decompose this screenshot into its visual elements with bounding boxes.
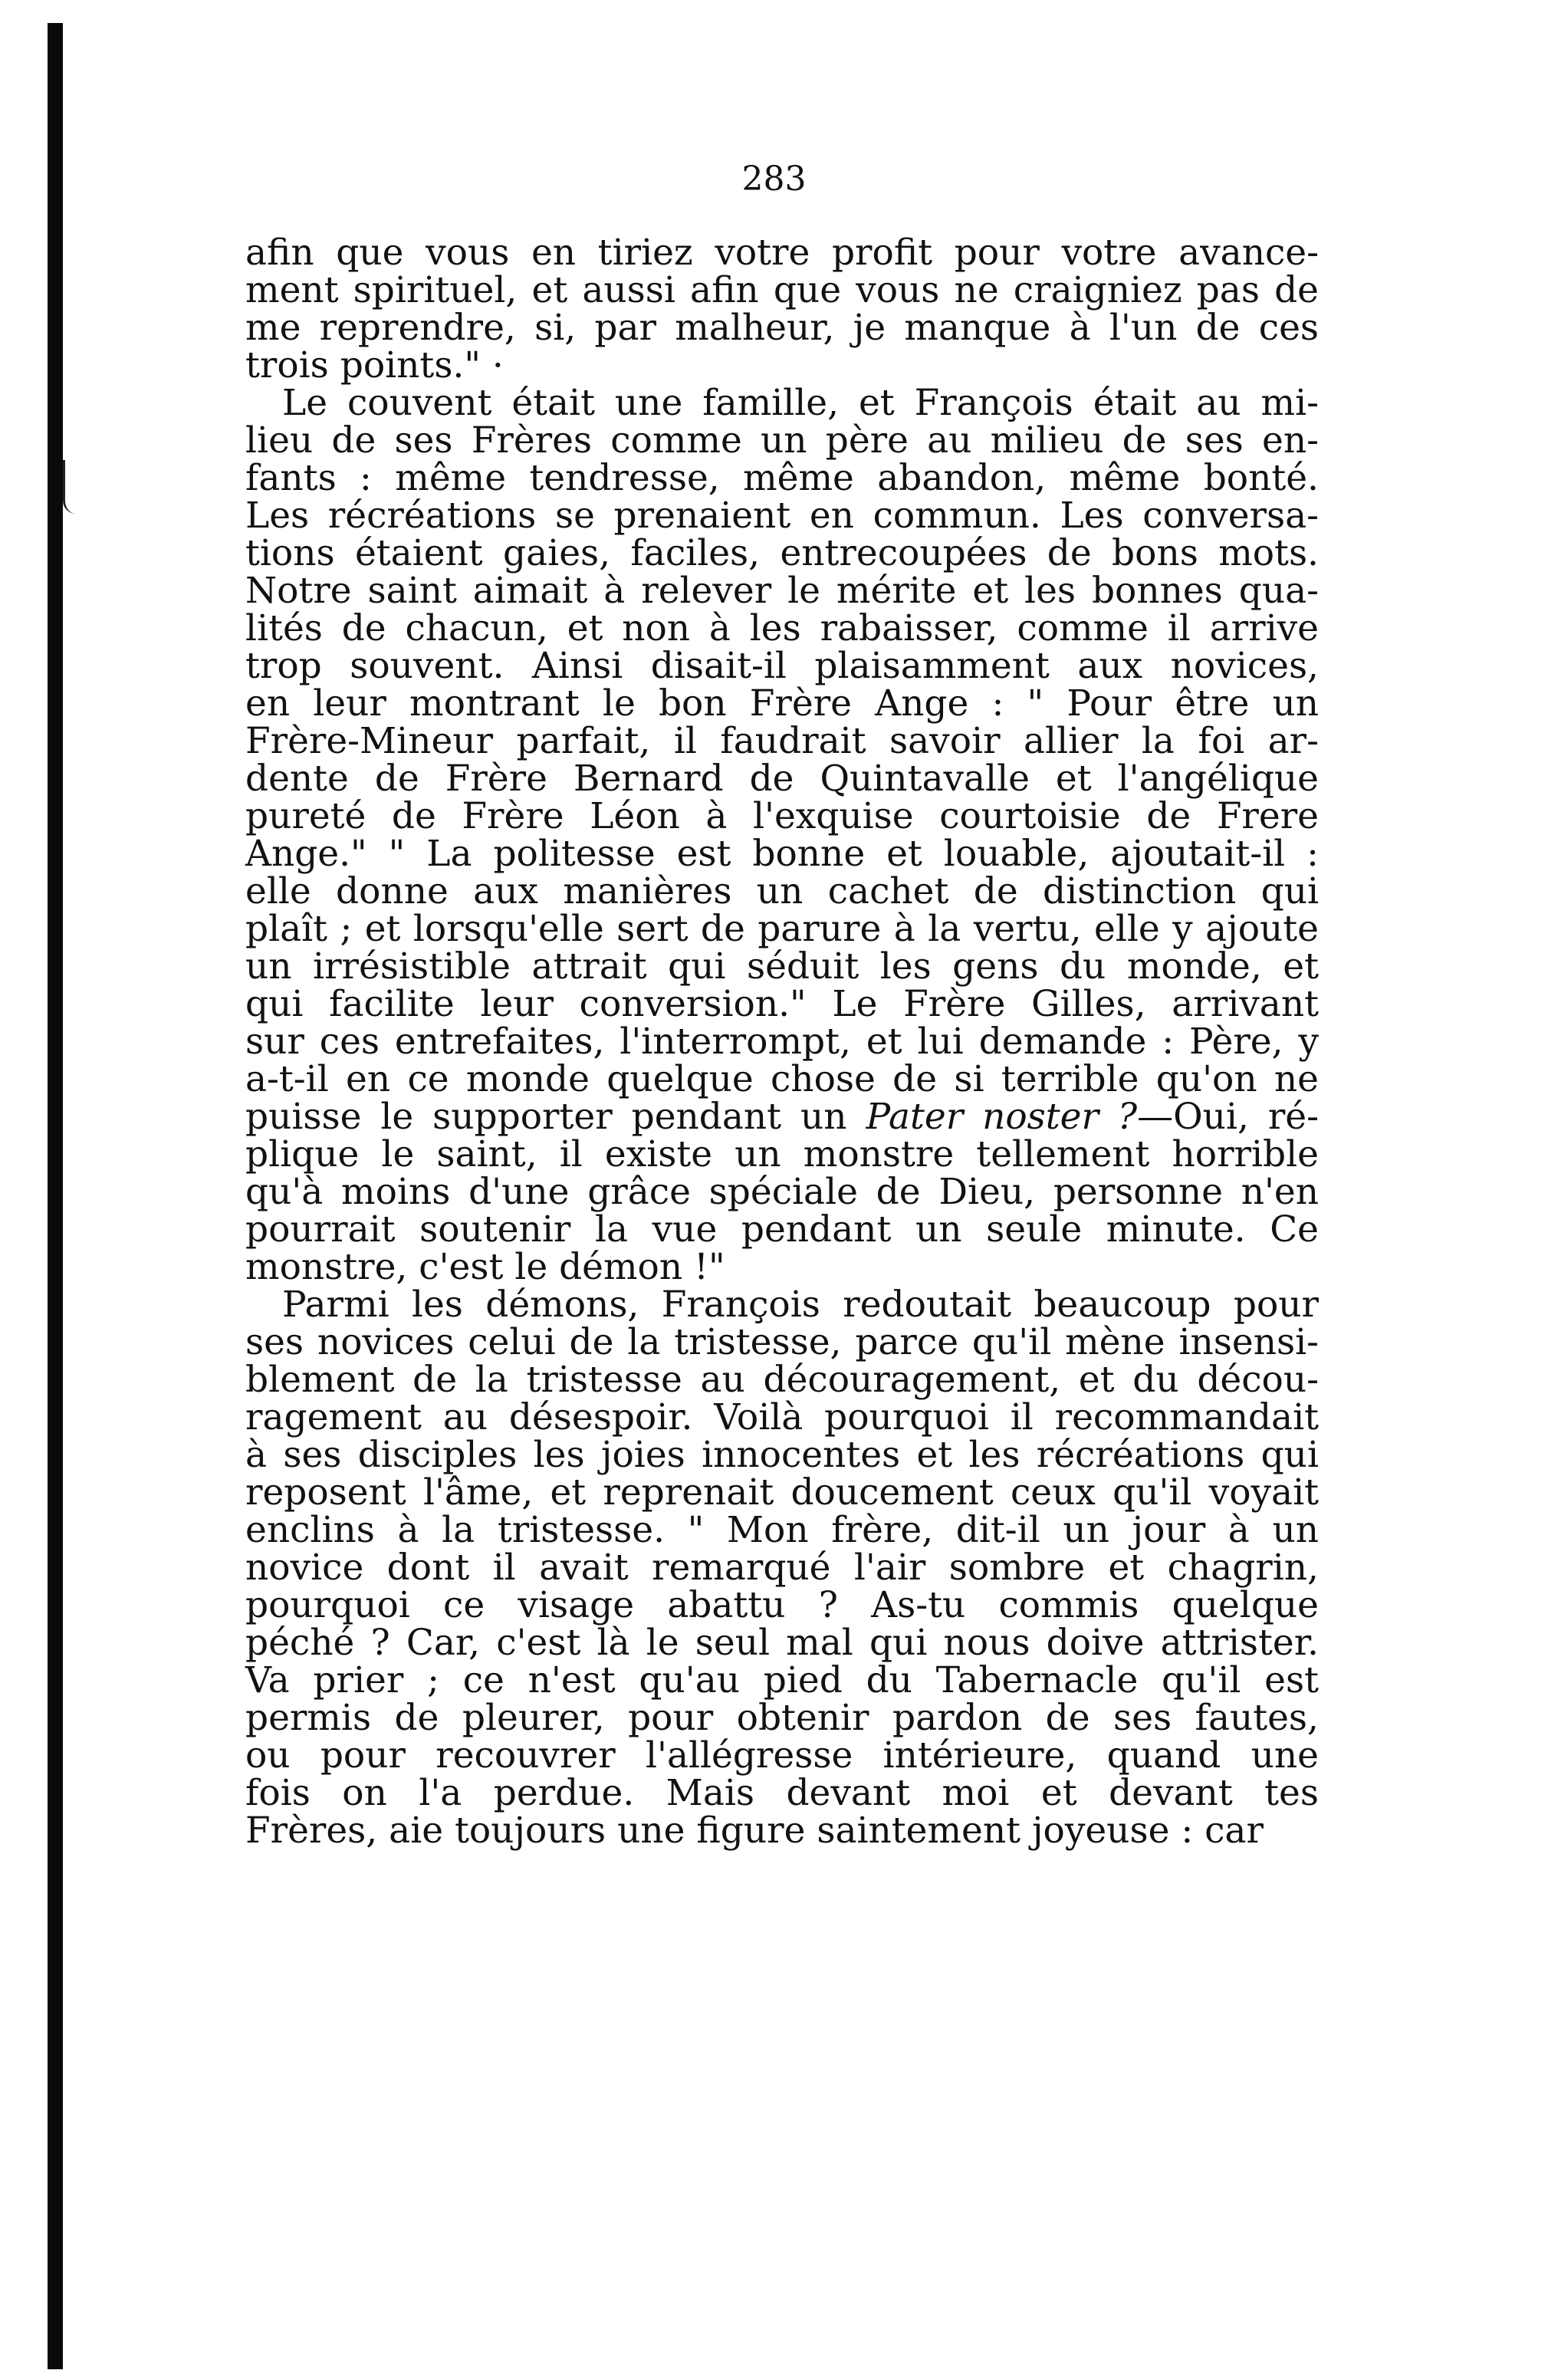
text-line: dente de Frère Bernard de Quintavalle et l'angélique (245, 758, 1319, 800)
text-line: péché ? Car, c'est là le seul mal qui nous doive attrister. (245, 1622, 1319, 1664)
text-line: fants : même tendresse, même abandon, même bonté. (245, 457, 1319, 499)
text-line: sur ces entrefaites, l'interrompt, et lui demande : Père, y (245, 1021, 1319, 1063)
text-line: Notre saint aimait à relever le mérite et les bonnes qua- (245, 570, 1319, 612)
text-line: Frère-Mineur parfait, il faudrait savoir allier la foi ar- (245, 720, 1319, 762)
text-line: Va prier ; ce n'est qu'au pied du Tabernacle qu'il est (245, 1659, 1319, 1701)
text-line: pourrait soutenir la vue pendant un seule minute. Ce (245, 1208, 1319, 1251)
text-line: reposent l'âme, et reprenait doucement ceux qu'il voyait (245, 1471, 1319, 1514)
text-line: ment spirituel, et aussi afin que vous ne craigniez pas de (245, 269, 1319, 311)
text-line: enclins à la tristesse. " Mon frère, dit-il un jour à un (245, 1509, 1319, 1551)
text-line: qu'à moins d'une grâce spéciale de Dieu, personne n'en (245, 1171, 1319, 1213)
text-line: Parmi les démons, François redoutait beaucoup pour (282, 1284, 1319, 1326)
text-line: à ses disciples les joies innocentes et les récréations qui (245, 1434, 1319, 1476)
scan-edge-mark (63, 460, 76, 514)
paragraph (245, 1284, 1319, 1852)
text-line: blement de la tristesse au découragement, et du décou- (245, 1359, 1319, 1401)
text-line: un irrésistible attrait qui séduit les gens du monde, et (245, 945, 1319, 988)
text-line: Les récréations se prenaient en commun. Les conversa- (245, 495, 1319, 537)
text-line: fois on l'a perdue. Mais devant moi et devant tes (245, 1772, 1319, 1814)
text-line: afin que vous en tiriez votre profit pour votre avance- (245, 232, 1319, 274)
text-line: qui facilite leur conversion." Le Frère Gilles, arrivant (245, 983, 1319, 1025)
text-line: novice dont il avait remarqué l'air sombre et chagrin, (245, 1547, 1319, 1589)
page-body (245, 232, 1319, 1852)
paragraph (245, 384, 1319, 1286)
text-line: lités de chacun, et non à les rabaisser, comme il arrive (245, 607, 1319, 649)
text-line: a-t-il en ce monde quelque chose de si terrible qu'on ne (245, 1058, 1319, 1100)
text-line: pourquoi ce visage abattu ? As-tu commis quelque (245, 1584, 1319, 1626)
text-line: tions étaient gaies, faciles, entrecoupées de bons mots. (245, 532, 1319, 574)
text-line: Frères, aie toujours une figure saintement joyeuse : car (245, 1810, 1264, 1852)
text-line: Le couvent était une famille, et François était au mi- (282, 382, 1319, 424)
text-line: puisse le supporter pendant un Pater noster ?—Oui, ré- (245, 1096, 1319, 1138)
text-line: Ange." " La politesse est bonne et louable, ajoutait-il : (245, 833, 1319, 875)
text-line: en leur montrant le bon Frère Ange : " Pour être un (245, 682, 1319, 725)
paragraph (245, 234, 1319, 384)
text-line: elle donne aux manières un cachet de distinction qui (245, 870, 1319, 912)
text-line: me reprendre, si, par malheur, je manque à l'un de ces (245, 307, 1319, 349)
text-line: pureté de Frère Léon à l'exquise courtoisie de Frere (245, 795, 1319, 837)
text-line: plique le saint, il existe un monstre tellement horrible (245, 1133, 1319, 1175)
text-line: ou pour recouvrer l'allégresse intérieure, quand une (245, 1734, 1319, 1777)
text-line: plaît ; et lorsqu'elle sert de parure à la vertu, elle y ajoute (245, 908, 1319, 950)
text-line: ragement au désespoir. Voilà pourquoi il recommandait (245, 1396, 1319, 1438)
text-line: lieu de ses Frères comme un père au milieu de ses en- (245, 419, 1319, 462)
text-line: trois points." · (245, 344, 504, 386)
page-number: 283 (741, 159, 807, 199)
scan-edge-binding (48, 23, 63, 2369)
text-line: trop souvent. Ainsi disait-il plaisamment aux novices, (245, 645, 1319, 687)
text-line: ses novices celui de la tristesse, parce qu'il mène insensi- (245, 1321, 1319, 1363)
text-line: permis de pleurer, pour obtenir pardon de ses fautes, (245, 1697, 1319, 1739)
italic-phrase: Pater noster ? (866, 1096, 1138, 1138)
text-line: monstre, c'est le démon !" (245, 1246, 725, 1288)
